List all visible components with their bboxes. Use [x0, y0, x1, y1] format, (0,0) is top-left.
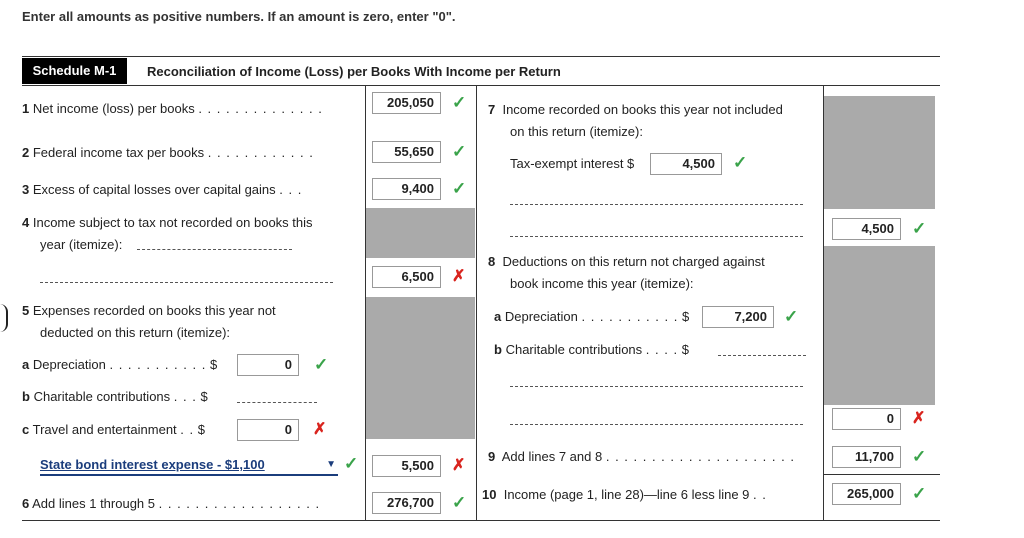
line5-text-a: Expenses recorded on books this year not	[32, 303, 276, 318]
gray-cell-line5	[366, 297, 475, 439]
line5c-label	[22, 419, 205, 441]
line2-amount-input[interactable]: 55,650	[372, 141, 441, 163]
line8-total-input[interactable]: 0	[832, 408, 901, 430]
line1-label	[22, 98, 323, 120]
line8a-currency: $	[681, 309, 690, 324]
line2-label	[22, 142, 314, 164]
schedule-label: Schedule M-1	[22, 58, 127, 84]
check-icon: ✓	[452, 142, 467, 161]
line8a-dots: . . . . . . . . . . .	[581, 309, 679, 324]
line3-text: Excess of capital losses over capital gains	[32, 182, 276, 197]
line8a-text: Depreciation	[504, 309, 578, 324]
check-icon: ✓	[452, 93, 467, 112]
line5c-text: Travel and entertainment	[32, 422, 177, 437]
center-column-rule	[476, 86, 477, 520]
line10-dots: . .	[753, 487, 767, 502]
check-icon: ✓	[733, 153, 748, 172]
x-mark-icon: ✗	[452, 268, 466, 285]
line9-rule	[824, 474, 940, 475]
line4-label-b: year (itemize):	[40, 237, 123, 252]
line9-text: Add lines 7 and 8	[501, 449, 603, 464]
line7-itemize-line-1[interactable]	[510, 204, 803, 205]
line8b-amount-line[interactable]	[718, 355, 806, 356]
line6-text: Add lines 1 through 5	[32, 496, 156, 511]
line5c-amount-input[interactable]: 0	[237, 419, 299, 441]
line5b-letter: b	[22, 389, 30, 404]
line8-label-a	[488, 251, 765, 273]
x-mark-icon: ✗	[912, 410, 926, 427]
line7-label-b: on this return (itemize):	[510, 124, 643, 139]
check-icon: ✓	[912, 484, 927, 503]
line10-number: 10	[482, 487, 497, 502]
line8-itemize-line-2[interactable]	[510, 424, 803, 425]
line5b-currency: $	[200, 389, 208, 404]
line6-label	[22, 493, 320, 515]
line7-label-a	[488, 99, 783, 121]
line8b-label	[494, 339, 689, 361]
line5-amount-input[interactable]: 5,500	[372, 455, 441, 477]
line2-dots: . . . . . . . . . . . .	[207, 145, 314, 160]
header-bottom-rule	[22, 85, 940, 86]
line6-amount-input[interactable]: 276,700	[372, 492, 441, 514]
line7-number: 7	[488, 102, 496, 117]
line4-text-a: Income subject to tax not recorded on books this	[32, 215, 313, 230]
line2-text: Federal income tax per books	[32, 145, 205, 160]
line5a-letter: a	[22, 357, 30, 372]
line5a-currency: $	[209, 357, 218, 372]
gray-cell-line8	[824, 246, 935, 405]
gray-cell-line7	[824, 96, 935, 209]
line5a-dots: . . . . . . . . . . .	[109, 357, 207, 372]
gray-cell-line4	[366, 208, 475, 258]
line7-itemize-line-2[interactable]	[510, 236, 803, 237]
line7-total-input[interactable]: 4,500	[832, 218, 901, 240]
line3-amount-input[interactable]: 9,400	[372, 178, 441, 200]
line8b-dots: . . . .	[645, 342, 679, 357]
line8a-amount-input[interactable]: 7,200	[702, 306, 774, 328]
check-icon: ✓	[452, 493, 467, 512]
schedule-title: Reconciliation of Income (Loss) per Books With Income per Return	[147, 64, 561, 79]
line9-dots: . . . . . . . . . . . . . . . . . . . . .	[605, 449, 795, 464]
line8b-currency: $	[681, 342, 689, 357]
line4-number: 4	[22, 215, 30, 230]
line5c-dots: . .	[180, 422, 195, 437]
x-mark-icon: ✗	[313, 421, 327, 438]
line5a-label	[22, 354, 217, 376]
line8-text-a: Deductions on this return not charged against	[502, 254, 765, 269]
line5c-letter: c	[22, 422, 30, 437]
line4-amount-input[interactable]: 6,500	[372, 266, 441, 288]
line5a-amount-input[interactable]: 0	[237, 354, 299, 376]
check-icon: ✓	[784, 307, 799, 326]
dropdown-selected-value: State bond interest expense - $1,100	[40, 457, 265, 472]
check-icon: ✓	[452, 179, 467, 198]
line4-label-a	[22, 212, 313, 234]
line5-label-a	[22, 300, 276, 322]
line9-total-input[interactable]: 11,700	[832, 446, 901, 468]
line2-number: 2	[22, 145, 30, 160]
line1-text: Net income (loss) per books	[32, 101, 195, 116]
header-top-rule	[22, 56, 940, 57]
line5c-currency: $	[197, 422, 205, 437]
line8-number: 8	[488, 254, 496, 269]
instructions-text: Enter all amounts as positive numbers. If an amount is zero, enter "0".	[22, 9, 456, 24]
line7-taxexempt-label: Tax-exempt interest $	[510, 156, 635, 171]
line8a-label	[494, 306, 689, 328]
line10-total-input[interactable]: 265,000	[832, 483, 901, 505]
line1-number: 1	[22, 101, 30, 116]
line8a-letter: a	[494, 309, 502, 324]
line5-itemize-dropdown[interactable]	[40, 456, 338, 476]
line8-itemize-line-1[interactable]	[510, 386, 803, 387]
line8-label-b: book income this year (itemize):	[510, 276, 694, 291]
line5b-dots: . . .	[173, 389, 197, 404]
check-icon: ✓	[344, 454, 359, 473]
line1-dots: . . . . . . . . . . . . . .	[198, 101, 323, 116]
check-icon: ✓	[912, 447, 927, 466]
check-icon: ✓	[912, 219, 927, 238]
x-mark-icon: ✗	[452, 457, 466, 474]
line5b-amount-line[interactable]	[237, 402, 317, 403]
line7-text-a: Income recorded on books this year not included	[502, 102, 783, 117]
line4-itemize-line-1[interactable]	[137, 249, 292, 250]
line3-dots: . . .	[279, 182, 303, 197]
line5-label-b: deducted on this return (itemize):	[40, 325, 231, 340]
edge-bracket	[0, 304, 8, 332]
line8b-text: Charitable contributions	[505, 342, 643, 357]
line5-number: 5	[22, 303, 30, 318]
chevron-down-icon: ▼	[326, 459, 336, 470]
table-bottom-rule	[22, 520, 940, 521]
line10-text: Income (page 1, line 28)—line 6 less line 9	[503, 487, 750, 502]
line4-itemize-line-2[interactable]	[40, 282, 333, 283]
line6-dots: . . . . . . . . . . . . . . . . . .	[158, 496, 321, 511]
line10-label	[482, 484, 767, 506]
line8b-letter: b	[494, 342, 502, 357]
line5a-text: Depreciation	[32, 357, 106, 372]
line9-label	[488, 446, 795, 468]
line3-number: 3	[22, 182, 30, 197]
line1-amount-input[interactable]: 205,050	[372, 92, 441, 114]
line7-taxexempt-input[interactable]: 4,500	[650, 153, 722, 175]
line6-number: 6	[22, 496, 30, 511]
line5b-text: Charitable contributions	[33, 389, 171, 404]
line3-label	[22, 179, 302, 201]
check-icon: ✓	[314, 355, 329, 374]
line9-number: 9	[488, 449, 496, 464]
line5b-label	[22, 386, 208, 408]
